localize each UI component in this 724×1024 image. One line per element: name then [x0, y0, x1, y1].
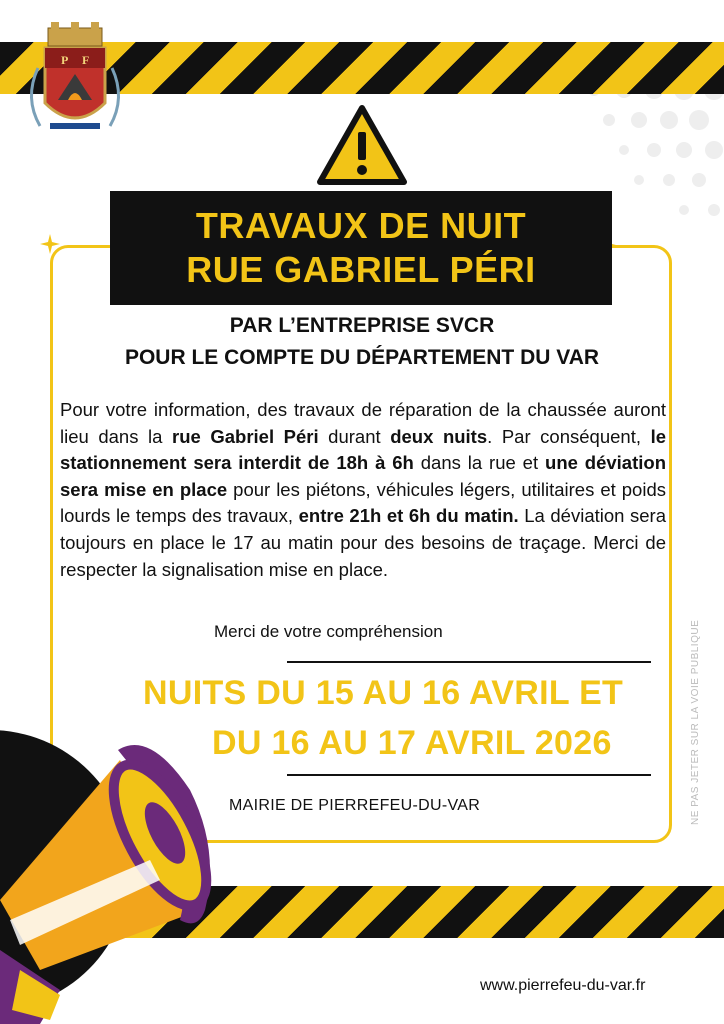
body-text: pour les piétons, véhicules légers, utilitaires et poids lourds le temps des travaux, [60, 478, 666, 527]
body-bold: le stationnement sera interdit de 18h à 6h [60, 425, 666, 474]
subtitle-line-2: POUR LE COMPTE DU DÉPARTEMENT DU VAR [124, 346, 600, 369]
divider-top [287, 661, 651, 663]
body-text: durant [318, 425, 391, 447]
thanks-text: Merci de votre compréhension [214, 622, 443, 641]
body-text: La déviation sera toujours en place le 17 au matin pour des besoins de traçage. Merci de respecter la signalisation mise en place. [60, 505, 667, 580]
signature: MAIRIE DE PIERREFEU-DU-VAR [229, 797, 481, 814]
divider-bottom [287, 774, 651, 776]
subtitle-line-1: PAR L’ENTREPRISE SVCR [229, 314, 495, 337]
svg-text:F: F [82, 53, 90, 67]
body-bold: deux nuits [390, 425, 488, 447]
website-link[interactable]: www.pierrefeu-du-var.fr [480, 977, 646, 994]
side-note: NE PAS JETER SUR LA VOIE PUBLIQUE [690, 619, 701, 825]
body-text: Pour votre information, des travaux de réparation de la chaussée auront lieu dans la [60, 399, 666, 447]
info-paragraph [60, 397, 666, 583]
title-banner [110, 191, 612, 305]
title-line-2: RUE GABRIEL PÉRI [186, 249, 536, 290]
megaphone-icon [0, 720, 220, 1024]
sparkle-icon [40, 234, 60, 254]
dates-line-1: NUITS DU 15 AU 16 AVRIL ET [143, 674, 624, 712]
title-line-1: TRAVAUX DE NUIT [195, 205, 527, 246]
body-text: . Par conséquent, [487, 425, 651, 447]
dates-line-2: DU 16 AU 17 AVRIL 2026 [212, 724, 612, 762]
body-bold: entre 21h et 6h du matin. [298, 505, 519, 527]
svg-text:P: P [61, 53, 69, 67]
warning-icon [316, 104, 408, 186]
body-bold: une déviation sera mise en place [60, 452, 667, 500]
body-bold: rue Gabriel Péri [172, 425, 319, 447]
body-text: dans la rue et [413, 452, 546, 474]
crest-icon [20, 8, 130, 148]
